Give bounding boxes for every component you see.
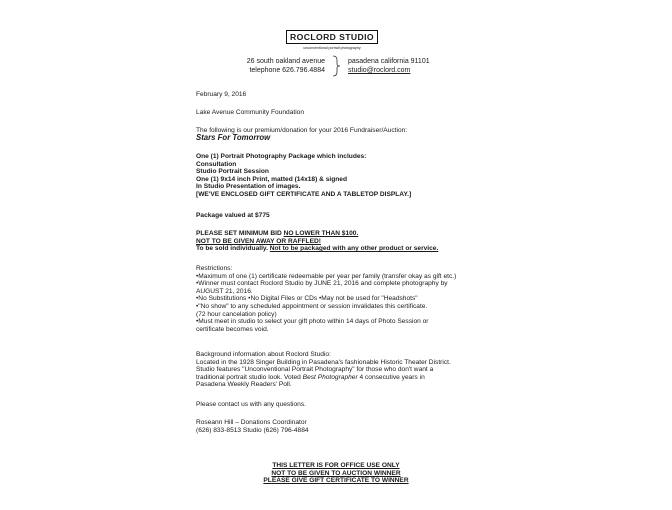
background-line: Pasadena Weekly Readers' Poll.	[196, 381, 292, 389]
package-line: Consultation	[196, 160, 237, 168]
package-value: Package valued at $775	[196, 212, 270, 219]
background-line: Located in the 1928 Singer Building in Pasadena's fashionable Historic Theater District.	[196, 358, 451, 366]
background-heading: Background information about Roclord Studio:	[196, 351, 331, 358]
signature-block	[196, 419, 516, 434]
restriction-item: •Must meet in studio to select your gift photo within 14 days of Photo Session or	[196, 318, 429, 326]
package-line: In Studio Presentation of images.	[196, 183, 301, 191]
studio-tagline: unconventional portrait photography	[303, 46, 361, 50]
restrictions-section	[196, 265, 516, 333]
signer-phones: (626) 833-8513 Studio (626) 796-4884	[196, 426, 309, 434]
telephone: telephone 626.796.4884	[249, 67, 325, 74]
package-list	[196, 153, 516, 199]
letter-date: February 9, 2016	[196, 91, 247, 98]
package-line: One (1) Portrait Photography Package which includes:	[196, 153, 367, 160]
email-link[interactable]: studio@roclord.com	[348, 67, 411, 74]
background-section	[196, 351, 516, 389]
background-line: Studio features "Unconventional Portrait Photography" for those who don't want a	[196, 366, 434, 374]
recipient: Lake Avenue Community Foundation	[196, 109, 305, 116]
minimum-bid-amount: NO LOWER THAN $100.	[283, 230, 359, 237]
sold-individually-line: To be sold individually. Not to be packaged with any other product or service.	[196, 245, 439, 253]
street-address: 26 south oakland avenue	[246, 58, 325, 65]
footer-line: THIS LETTER IS FOR OFFICE USE ONLY	[272, 462, 400, 469]
city-address: pasadena california 91101	[348, 58, 430, 65]
studio-name: ROCLORD STUDIO	[290, 32, 374, 42]
intro-line: The following is our premium/donation for your 2016 Fundraiser/Auction:	[196, 127, 408, 134]
address-divider-brace	[329, 55, 344, 77]
restriction-item: AUGUST 21, 2016.	[196, 287, 253, 295]
restriction-item: certificate becomes void.	[196, 325, 269, 333]
background-line: traditional portrait studio look. Voted Best Photographer 4 consecutive years in	[196, 373, 425, 381]
restriction-item: (72 hour cancelation policy)	[196, 310, 277, 318]
office-use-notice	[196, 462, 476, 485]
no-packaging-note: Not to be packaged with any other product or service.	[269, 245, 439, 253]
best-photographer-award: Best Photographer	[302, 373, 358, 381]
event-title: Stars For Tomorrow	[196, 133, 271, 142]
restrictions-heading: Restrictions:	[196, 265, 233, 272]
signer-name: Roseann Hill – Donations Coordinator	[196, 419, 307, 426]
footer-line: PLEASE GIVE GIFT CERTIFICATE TO WINNER	[263, 477, 409, 485]
package-line: One (1) 9x14 inch Print, matted (14x18) & signed	[196, 175, 347, 183]
bid-instructions	[196, 230, 516, 253]
restriction-item: •No Substitutions •No Digital Files or CDs •May not be used for "Headshots"	[196, 295, 418, 303]
restriction-item: •"No show" to any scheduled appointment or session invalidates this certificate.	[196, 302, 428, 310]
restriction-item: •Winner must contact Roclord Studio by JUNE 21, 2016 and complete photography by	[196, 280, 448, 288]
package-line: Studio Portrait Session	[196, 168, 269, 176]
studio-logo	[286, 30, 378, 44]
address-right	[348, 57, 430, 75]
minimum-bid-line: PLEASE SET MINIMUM BID NO LOWER THAN $100.	[196, 230, 359, 237]
footer-line: NOT TO BE GIVEN TO AUCTION WINNER	[271, 469, 401, 477]
closing-line: Please contact us with any questions.	[196, 401, 306, 408]
not-given-away: NOT TO BE GIVEN AWAY OR RAFFLED!	[196, 237, 321, 245]
restriction-item: •Maximum of one (1) certificate redeemable per year per family (transfer okay as gift etc.)	[196, 272, 457, 280]
address-left	[233, 57, 325, 75]
package-line: [WE'VE ENCLOSED GIFT CERTIFICATE AND A TABLETOP DISPLAY.]	[196, 190, 412, 198]
